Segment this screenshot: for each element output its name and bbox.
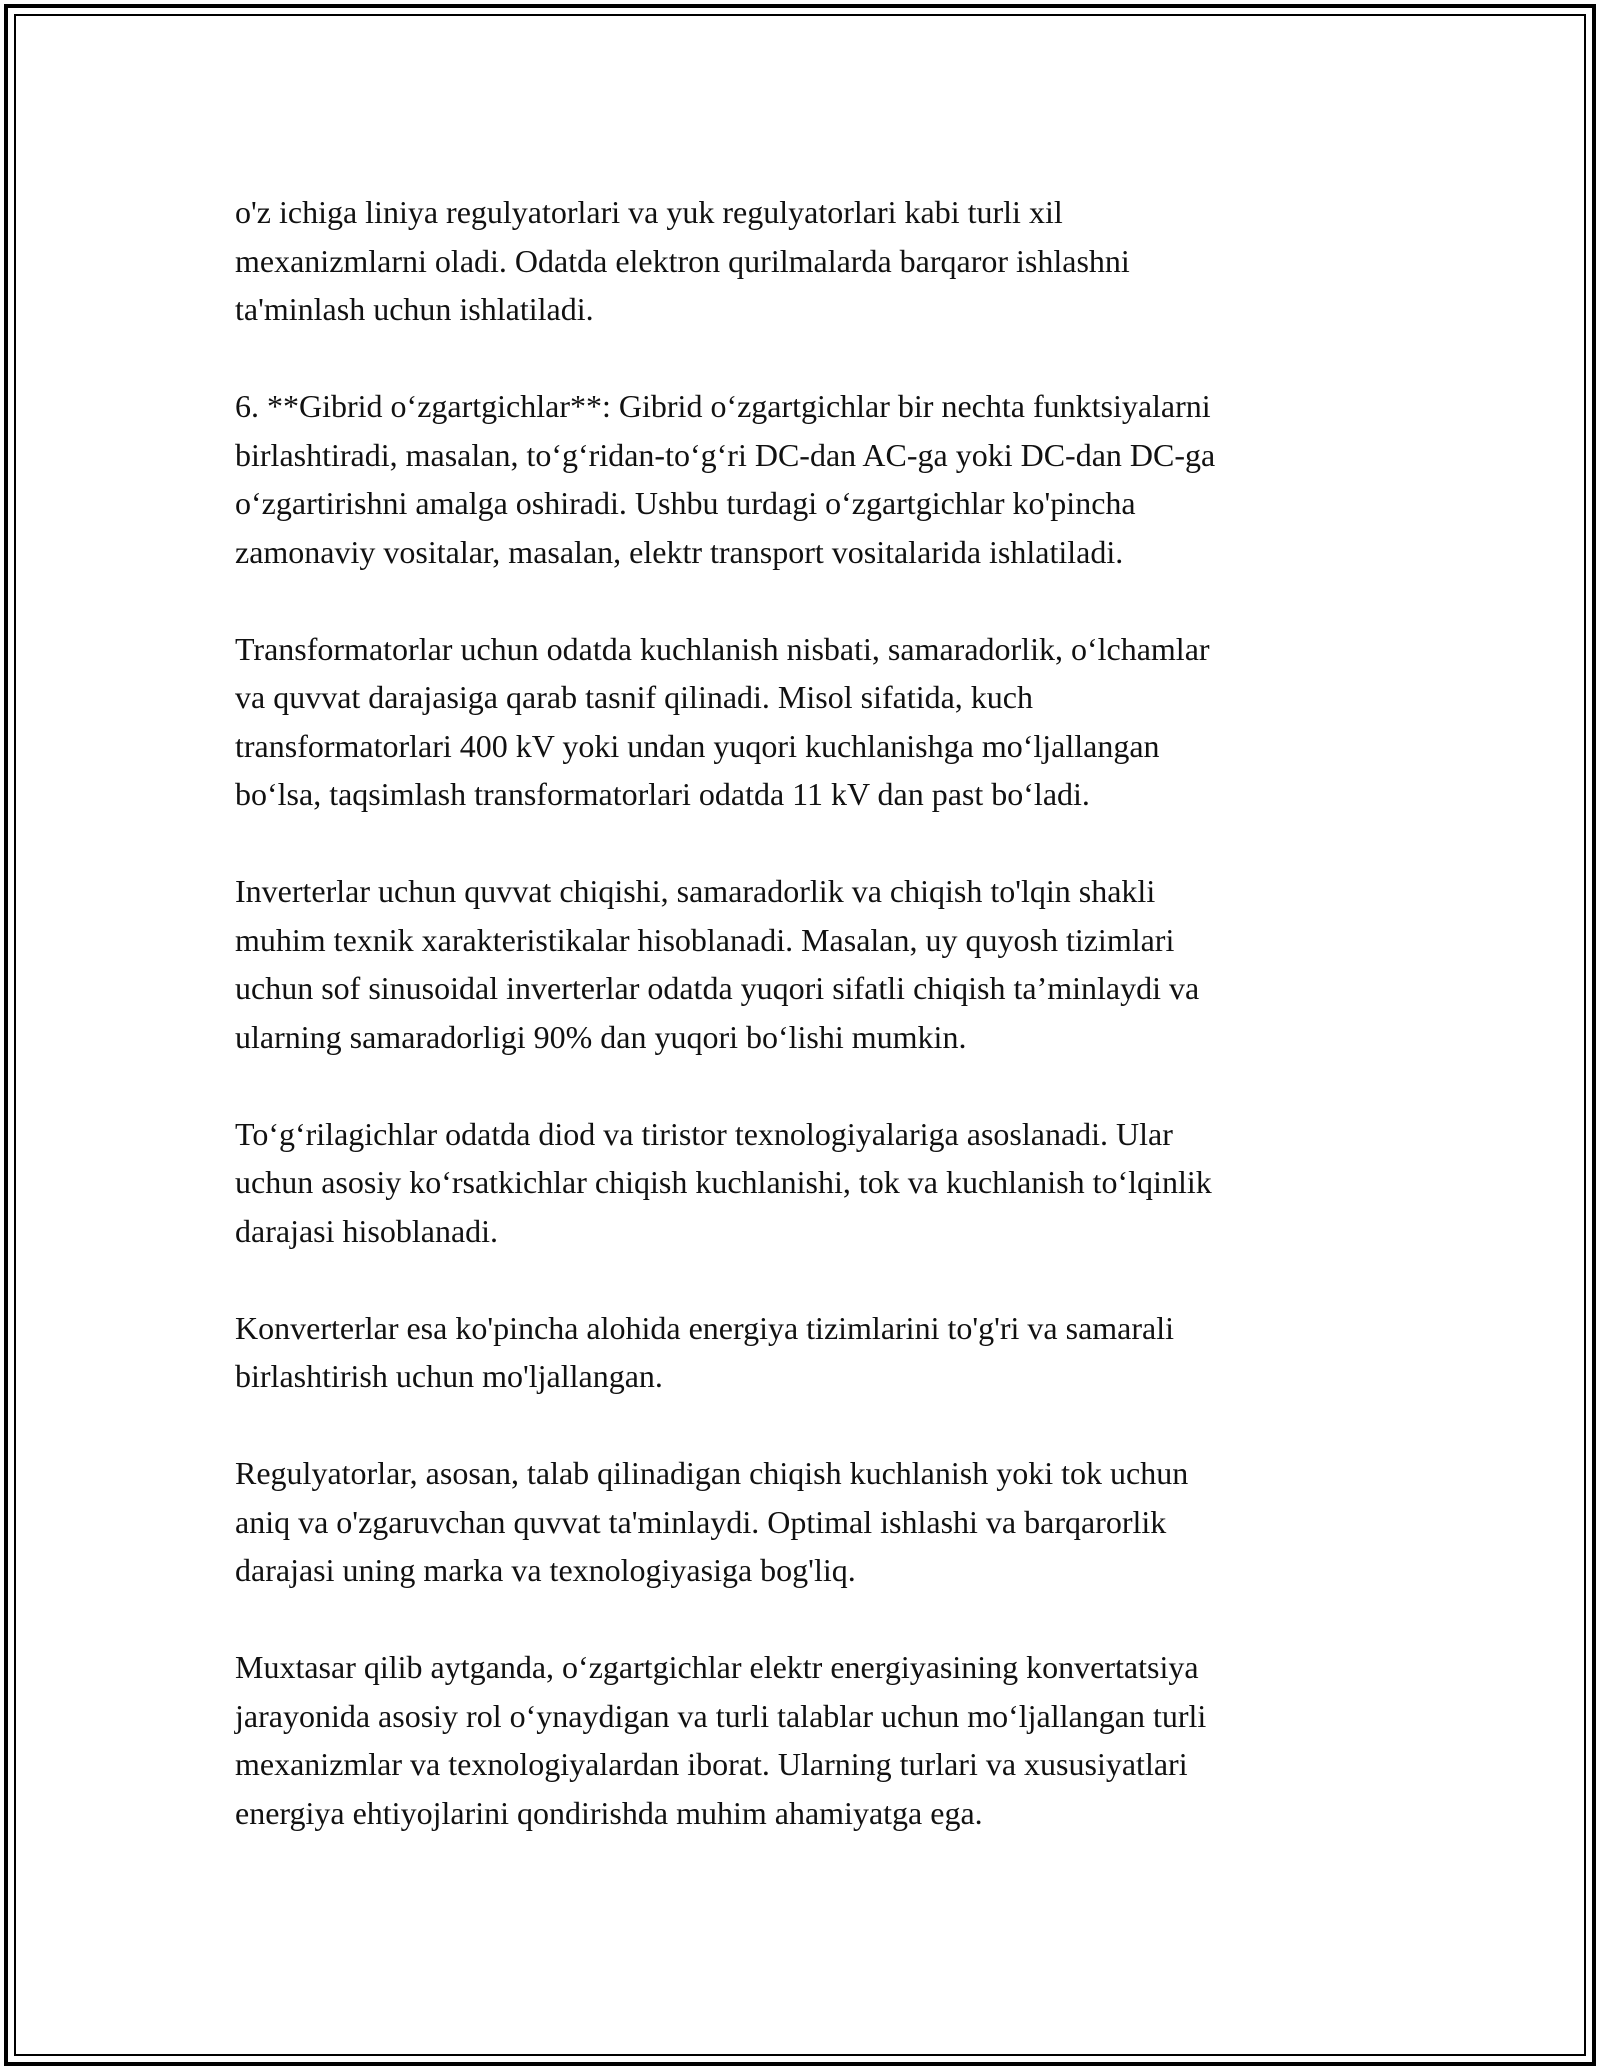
document-body (235, 188, 1385, 1886)
paragraph-inverters: Inverterlar uchun quvvat chiqishi, samaradorlik va chiqish to'lqin shakli muhim texnik xarakteristikalar hisoblanadi. Masalan, uy quyosh tizimlari uchun sof sinusoidal inverterlar odatda yuqori sifatli chiqish ta’minlaydi va ularning samaradorligi 90% dan yuqori boʻlishi mumkin. (235, 873, 1200, 1055)
paragraph-regulators: Regulyatorlar, asosan, talab qilinadigan chiqish kuchlanish yoki tok uchun aniq va o'zgaruvchan quvvat ta'minlaydi. Optimal ishlashi va barqarorlik darajasi uning marka va texnologiyasiga bog'liq. (235, 1455, 1189, 1588)
paragraph-summary: Muxtasar qilib aytganda, oʻzgartgichlar elektr energiyasining konvertatsiya jarayonida asosiy rol oʻynaydigan va turli talablar uchun moʻljallangan turli mexanizmlar va texnologiyalardan iborat. Ularning turlari va xususiyatlari energiya ehtiyojlarini qondirishda muhim ahamiyatga ega. (235, 1649, 1207, 1831)
paragraph-hybrid-converters: 6. **Gibrid oʻzgartgichlar**: Gibrid oʻzgartgichlar bir nechta funktsiyalarni birlashtiradi, masalan, toʻgʻridan-toʻgʻri DC-dan AC-ga yoki DC-dan DC-ga oʻzgartirishni amalga oshiradi. Ushbu turdagi oʻzgartgichlar ko'pincha zamonaviy vositalar, masalan, elektr transport vositalarida ishlatiladi. (235, 388, 1216, 570)
paragraph-transformers: Transformatorlar uchun odatda kuchlanish nisbati, samaradorlik, oʻlchamlar va quvvat darajasiga qarab tasnif qilinadi. Misol sifatida, kuch transformatorlari 400 kV yoki undan yuqori kuchlanishga moʻljallangan boʻlsa, taqsimlash transformatorlari odatda 11 kV dan past boʻladi. (235, 630, 1210, 812)
paragraph-converters: Konverterlar esa ko'pincha alohida energiya tizimlarini to'g'ri va samarali birlashtirish uchun mo'ljallangan. (235, 1309, 1175, 1394)
paragraph-regulators-intro: o'z ichiga liniya regulyatorlari va yuk regulyatorlari kabi turli xil mexanizmlarni oladi. Odatda elektron qurilmalarda barqaror ishlashni ta'minlash uchun ishlatiladi. (235, 194, 1130, 327)
paragraph-rectifiers: Toʻgʻrilagichlar odatda diod va tiristor texnologiyalariga asoslanadi. Ular uchun asosiy koʻrsatkichlar chiqish kuchlanishi, tok va kuchlanish toʻlqinlik darajasi hisoblanadi. (235, 1115, 1212, 1249)
